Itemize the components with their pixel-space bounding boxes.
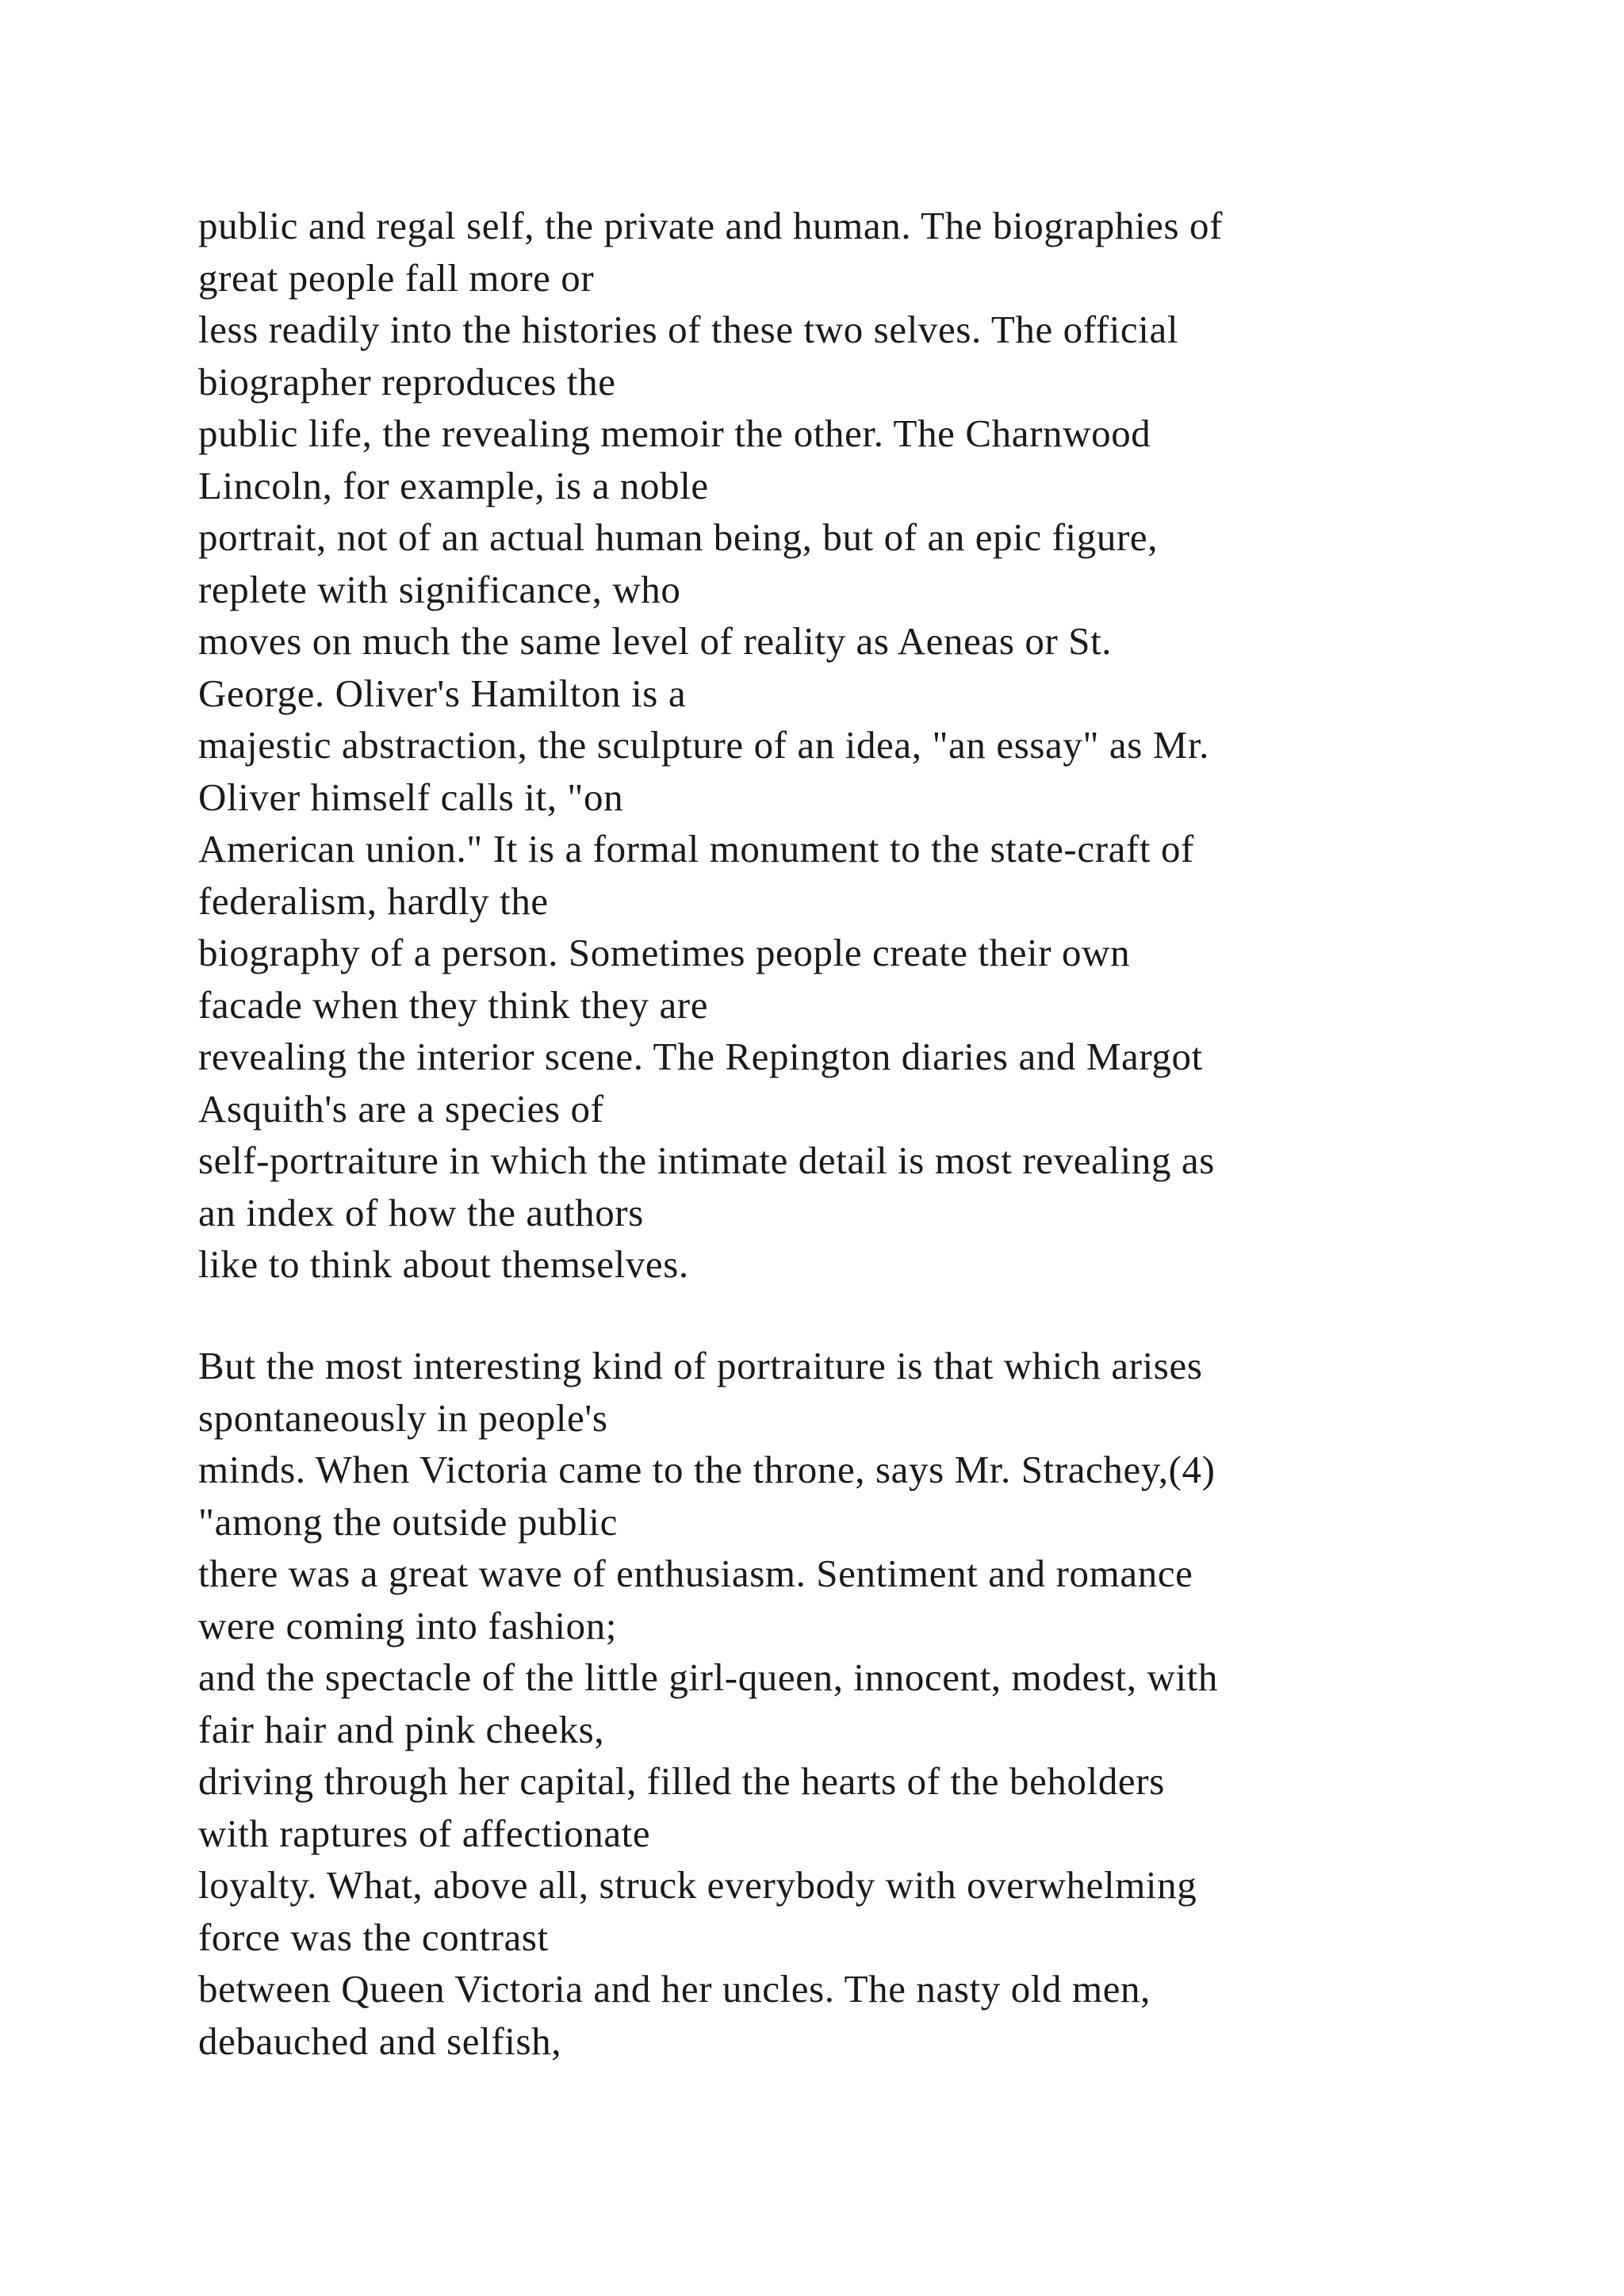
text-line: debauched and selfish, bbox=[198, 2019, 562, 2063]
text-line: Asquith's are a species of bbox=[198, 1086, 604, 1131]
text-line: spontaneously in people's bbox=[198, 1395, 608, 1440]
text-line: driving through her capital, filled the hearts of the beholders bbox=[198, 1759, 1165, 1803]
text-line: great people fall more or bbox=[198, 255, 595, 300]
text-line: like to think about themselves. bbox=[198, 1242, 689, 1286]
text-line: self-portraiture in which the intimate detail is most revealing as bbox=[198, 1138, 1215, 1182]
text-line: between Queen Victoria and her uncles. The nasty old men, bbox=[198, 1967, 1151, 2011]
text-line: with raptures of affectionate bbox=[198, 1811, 651, 1855]
text-line: an index of how the authors bbox=[198, 1190, 644, 1234]
paragraph bbox=[198, 200, 1546, 1291]
text-line: replete with significance, who bbox=[198, 567, 681, 611]
text-line: revealing the interior scene. The Repington diaries and Margot bbox=[198, 1035, 1203, 1078]
text-line: public life, the revealing memoir the other. The Charnwood bbox=[198, 411, 1151, 455]
text-line: moves on much the same level of reality as Aeneas or St. bbox=[198, 619, 1113, 663]
text-line: Lincoln, for example, is a noble bbox=[198, 463, 709, 507]
text-line: and the spectacle of the little girl-queen, innocent, modest, with bbox=[198, 1655, 1218, 1699]
text-line: minds. When Victoria came to the throne, says Mr. Strachey,(4) bbox=[198, 1448, 1216, 1491]
paragraph bbox=[198, 1340, 1546, 2067]
text-line: force was the contrast bbox=[198, 1915, 549, 1959]
text-line: there was a great wave of enthusiasm. Sentiment and romance bbox=[198, 1552, 1193, 1595]
text-line: public and regal self, the private and human. The biographies of bbox=[198, 204, 1224, 247]
text-line: facade when they think they are bbox=[198, 982, 709, 1027]
text-line: "among the outside public bbox=[198, 1499, 618, 1544]
text-line: portrait, not of an actual human being, but of an epic figure, bbox=[198, 515, 1159, 559]
text-line: George. Oliver's Hamilton is a bbox=[198, 671, 687, 715]
text-line: were coming into fashion; bbox=[198, 1603, 618, 1647]
text-line: majestic abstraction, the sculpture of an idea, "an essay" as Mr. bbox=[198, 723, 1210, 767]
text-line: But the most interesting kind of portraiture is that which arises bbox=[198, 1344, 1203, 1387]
text-line: loyalty. What, above all, struck everybody with overwhelming bbox=[198, 1863, 1197, 1907]
text-line: less readily into the histories of these two selves. The official bbox=[198, 308, 1179, 351]
text-line: biography of a person. Sometimes people create their own bbox=[198, 931, 1131, 974]
text-line: American union." It is a formal monument to the state-craft of bbox=[198, 827, 1194, 871]
text-line: biographer reproduces the bbox=[198, 359, 616, 404]
text-line: fair hair and pink cheeks, bbox=[198, 1707, 605, 1751]
text-line: federalism, hardly the bbox=[198, 878, 549, 923]
text-line: Oliver himself calls it, "on bbox=[198, 775, 624, 819]
